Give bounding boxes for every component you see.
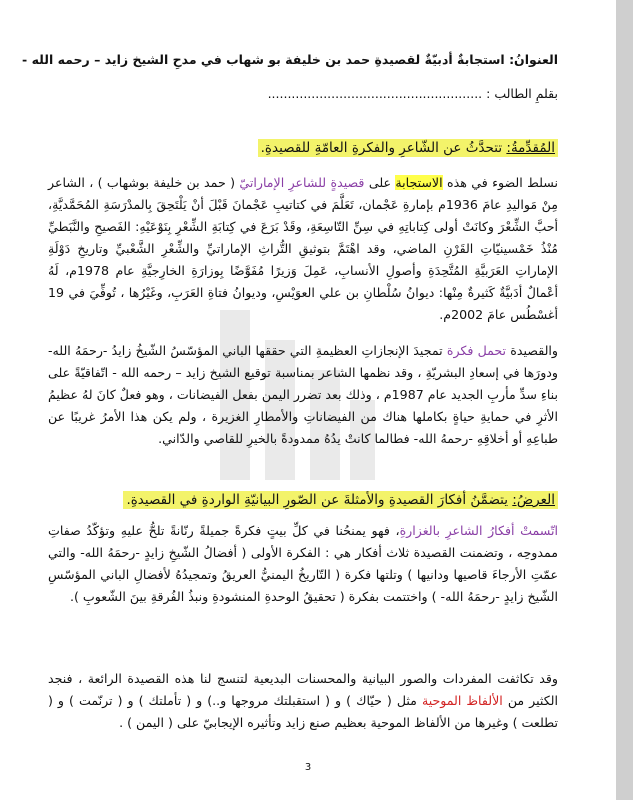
intro-p1-purple: قصيدةٍ للشاعرِ الإماراتيّ [239, 175, 365, 190]
body-paragraph-1 [48, 520, 558, 608]
student-label: بقلمِ الطالب : [486, 86, 558, 101]
intro-paragraph-2 [48, 340, 558, 450]
title-text: استجابةٌ أدبيّةٌ لقصيدةِ حمد بن خليفة بو شهاب في مدحِ الشيخ زايد – رحمه الله - [22, 52, 505, 67]
intro-heading-text: تتحدَّثُ عن الشّاعرِ والفكرةِ العامّةِ للقصيدةِ. [260, 140, 503, 156]
viewer-gutter [616, 0, 633, 800]
intro-p1-a: نسلط الضوء في هذه [442, 175, 558, 190]
intro-heading [258, 140, 558, 156]
intro-p1-highlight: الاستجابة [395, 175, 443, 190]
intro-p1-c: على [364, 175, 396, 190]
student-value: ...................................................... [267, 86, 483, 101]
intro-p1-e: ( حمد بن خليفة بوشهاب ) ، الشاعر مِنْ مَواليدِ عامَ 1936م بإمارةِ عَجْمان، تَعَلَّمَ في كتاتيبِ عَجْمانَ قَبْلَ أنْ يَلْتَحِقَ بِالمدْرَسَةِ المُحَمَّديَّةِ، أحبَّ الشِّعْرَ وكانَتْ أولى كِتاباتِهِ في سِنِّ التّاسِعَةِ، وقَدْ بَرَعَ في كِتابَةِ الشِّعْرِ بِنَوْعَيْهِ: الفَصيحِ والنَّبَطيِّ مُنْذُ خَمْسينيّاتِ القَرْنِ الماضي، وقد اهْتَمَّ بتوثيقِ التُّراثِ الإماراتيِّ والشِّعْرِ الشَّعْبيِّ وتاريخِ دَوْلَةِ الإماراتِ العَرَبيَّةِ المُتَّحِدَةِ وأصولِ الأنسابِ، عَمِلَ وَزيرًا مُفَوَّضًا بِوزارَةِ الخارِجيَّةِ عام 1978م، لَهُ أعْمالٌ أدَبيَّةٌ كَثيرةٌ مِنْها: ديوانُ سُلْطانِ بن علي العوَيْسِ، وديوانُ فتاةِ العَرَبِ، وغَيْرُها ، تُوفِّيَ في 19 أغسْطُس عامَ 2002م. [48, 175, 558, 322]
page-number: 3 [304, 762, 312, 773]
body-heading-text: يتضمَّنُ أفكارَ القصيدةِ والأمثلةَ عن الصّورِ البيانيّةِ الواردةِ في القصيدةِ. [126, 492, 508, 508]
body-p1-b: ، فهو يمنحُنا في كلِّ بيتٍ فكرةً جميلةً رنّانةً تلحُّ عليهِ وتؤكّدُ صفاتِ ممدوحِه ، وتضمنت القصيدة ثلاث أفكار هي : الفكرة الأولى ( أفضالُ الشّيخِ زايدٍ -رحمَهُ الله- والتي عمّتِ الأرجاءَ قاصيها ودانيها ) وتلتها فكرة ( التّاريخُ اليمنيُّ العريقُ وتمجيدُهُ لأفضالِ الباني المؤسّسِ الشّيخ زايدٍ -رحمَهُ الله- ) واختتمت بفكرة ( تحقيقُ الوحدةِ المنشودةِ ونبذُ الفُرقةِ بينَ الشّعوبِ ). [48, 523, 558, 604]
title-label: العنوانُ: [509, 52, 558, 67]
body-heading [123, 492, 558, 508]
body-p2-a: وقد تكاثفت المفردات والصور البيانية والمحسنات البديعية لتنسج لنا هذه القصيدة الرائعة ، فنجد الكثير من [48, 671, 559, 708]
body-p2-c: مثل ( حيّاك ) و ( استقبلتك مروجها و..) و ( تأملتك ) و ( ترنّمت ) و ( تطلعت ) وغيرها من الألفاظ الموحية بعظيم صنع زايد وتأثيره الإيجابيّ على ( اليمن ) . [48, 693, 558, 730]
intro-p2-a: والقصيدة [506, 343, 558, 358]
document-title [22, 52, 558, 67]
student-name-line [38, 86, 558, 101]
intro-p2-c: تمجيدَ الإنجازاتِ العظيمةِ التي حققها الباني المؤسّسُ الشّيخُ زايدُ -رحمَهُ الله- ودورَها في إسعادِ البشريّةِ ، وقد نظمها الشاعر بمناسبة توقيع الشيخ زايد – رحمه الله - اتّفاقيّةً على بناءِ سدِّ مأربِ الجديد عام 1987م ، وذلك بعد تضرر اليمن بفعل الفيضانات ، وهو فعلٌ كانَ لهُ عظيمُ الأثرِ في حمايةِ حياةٍ بكاملها هناك من الفيضاناتِ والأمطارِ الغزيرة ، ولم يكن هذا الأمرُ غريبًا عن طباعِهِ أو أخلاقِهِ -رحمهُ الله- فطالما كانتْ يدُهُ ممدودةً بالخيرِ للقاصي والدّاني. [48, 343, 558, 446]
body-paragraph-2 [48, 668, 558, 734]
intro-paragraph-1 [48, 172, 558, 326]
body-p1-purple: اتّسمتْ أفكارُ الشاعرِ بالغزارةِ [399, 523, 558, 538]
intro-heading-lead: المُقدِّمةُ: [506, 140, 555, 156]
body-heading-lead: العرضُ: [512, 492, 555, 508]
intro-p2-purple: تحمل فكرة [446, 343, 507, 358]
body-p2-red: الألفاظ الموحية [421, 693, 503, 708]
